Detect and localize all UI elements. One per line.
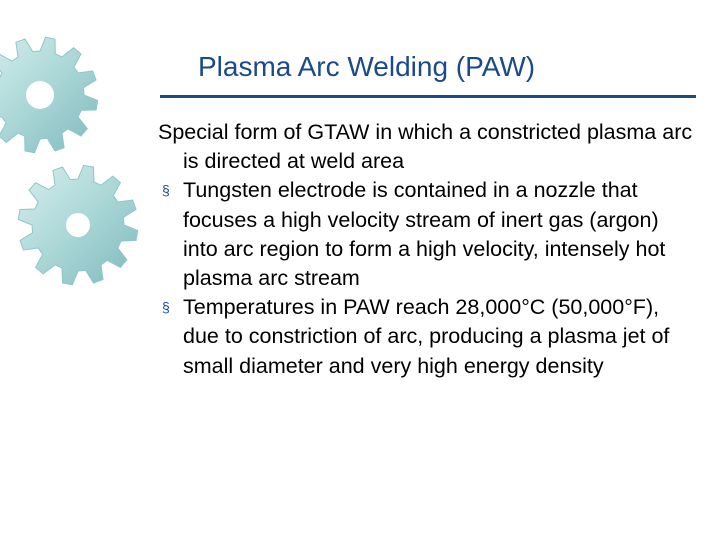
square-bullet-icon: § bbox=[162, 182, 170, 199]
intro-paragraph: Special form of GTAW in which a constricted plasma arc is directed at weld area bbox=[158, 120, 693, 174]
bullet-item bbox=[158, 176, 693, 293]
bullet-item bbox=[158, 293, 693, 381]
slide-title: Plasma Arc Welding (PAW) bbox=[198, 51, 536, 82]
title-underline bbox=[160, 95, 696, 98]
square-bullet-icon: § bbox=[162, 299, 170, 316]
gear-decoration-icon bbox=[0, 0, 160, 340]
bullet-text: Temperatures in PAW reach 28,000°C (50,000°F), due to constriction of arc, producing a plasma jet of small diameter and very high energy density bbox=[183, 295, 670, 378]
slide-body bbox=[158, 118, 693, 381]
bullet-text: Tungsten electrode is contained in a nozzle that focuses a high velocity stream of inert gas (argon) into arc region to form a high velocity, intensely hot plasma arc stream bbox=[183, 178, 666, 291]
